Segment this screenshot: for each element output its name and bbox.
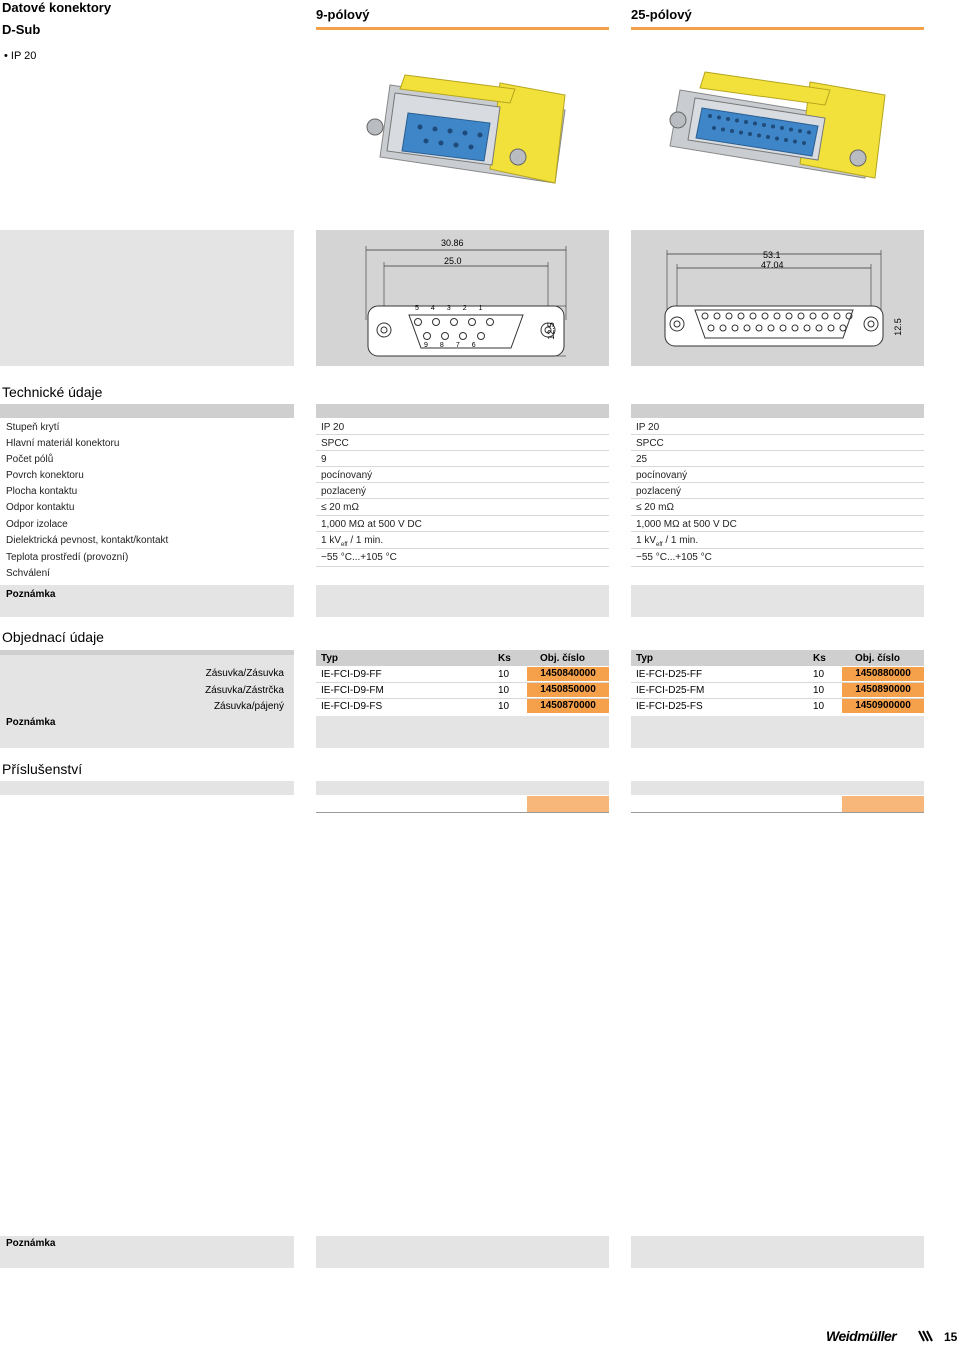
tech-value-9-kv: 1 $kV_{eff} / 1$ min. — [321, 535, 384, 548]
tech-value-9: −55 °C...+105 °C — [321, 552, 397, 563]
order-typ: IE-FCI-D25-FF — [636, 669, 703, 680]
tech-value-9: SPCC — [321, 438, 349, 449]
row-divider — [631, 466, 924, 467]
order-hd-obj: Obj. číslo — [540, 653, 586, 664]
tech-note-col1 — [316, 585, 609, 617]
order-number[interactable]: 1450880000 — [842, 667, 924, 681]
brand-logo: Weidmüller — [826, 1328, 897, 1344]
row-divider — [316, 548, 609, 549]
col1-rule — [316, 27, 609, 30]
order-label: Zásuvka/pájený — [213, 701, 284, 712]
accessories-bar-col2 — [631, 781, 924, 795]
row-divider — [316, 450, 609, 451]
row-divider — [631, 434, 924, 435]
dim-inner-25: 47.04 — [761, 260, 784, 270]
tech-value-25: pozlacený — [636, 486, 682, 497]
order-left-topbar — [0, 650, 294, 655]
tech-value-9: pozlacený — [321, 486, 367, 497]
tech-value-9: 9 — [321, 454, 327, 465]
tech-note-label: Poznámka — [6, 589, 56, 600]
bullet-item: • IP 20 — [4, 50, 37, 62]
row-divider — [631, 482, 924, 483]
row-divider — [316, 482, 609, 483]
tech-value-25: pocínovaný — [636, 470, 688, 481]
tech-value-25: ≤ 20 mΩ — [636, 502, 674, 513]
order-hd-obj: Obj. číslo — [855, 653, 901, 664]
drawing-9pin-panel — [316, 230, 609, 366]
order-section-title: Objednací údaje — [2, 629, 104, 645]
tech-label: Počet pólů — [6, 454, 54, 465]
order-table-25 — [631, 650, 924, 748]
footer-note-label: Poznámka — [6, 1238, 56, 1249]
brand-mark-icon — [918, 1329, 934, 1343]
row-divider — [631, 498, 924, 499]
col2-rule — [631, 27, 924, 30]
order-typ: IE-FCI-D25-FS — [636, 701, 703, 712]
bullet-text: IP 20 — [10, 50, 37, 62]
tech-label: Stupeň krytí — [6, 422, 60, 433]
product-photo-9pin — [350, 65, 590, 205]
footer-note-col2 — [631, 1236, 924, 1268]
tech-label: Dielektrická pevnost, kontakt/kontakt — [6, 535, 169, 546]
accessories-row-col2 — [631, 796, 842, 813]
order-note-label: Poznámka — [6, 717, 56, 728]
dim-height-9: 12.5 — [545, 322, 556, 340]
tech-value-25: IP 20 — [636, 422, 660, 433]
page-subtitle: D-Sub — [2, 22, 41, 37]
row-divider — [631, 450, 924, 451]
order-ks: 10 — [498, 685, 510, 696]
tech-label: Plocha kontaktu — [6, 486, 78, 497]
order-hd-typ: Typ — [321, 653, 339, 664]
order-ks: 10 — [813, 669, 825, 680]
tech-value-25: 25 — [636, 454, 648, 465]
drawing-left-panel — [0, 230, 294, 366]
tech-value-9: IP 20 — [321, 422, 345, 433]
order-hd-ks: Ks — [813, 653, 826, 664]
accessories-num-col2 — [842, 796, 924, 813]
tech-label: Povrch konektoru — [6, 470, 84, 481]
order-ks: 10 — [498, 701, 510, 712]
tech-note-left — [0, 585, 294, 617]
order-typ: IE-FCI-D25-FM — [636, 685, 705, 696]
col2-title: 25-pólový — [631, 7, 692, 22]
order-label: Zásuvka/Zástrčka — [205, 685, 284, 696]
order-ks: 10 — [813, 685, 825, 696]
row-divider — [631, 531, 924, 532]
row-divider — [631, 548, 924, 549]
order-table-9 — [316, 650, 609, 748]
tech-label: Odpor izolace — [6, 519, 68, 530]
tech-header-bar-col1 — [316, 404, 609, 418]
tech-table — [0, 420, 960, 590]
row-divider — [631, 566, 924, 567]
tech-label: Schválení — [6, 568, 50, 579]
tech-value-25-kv: 1 $kV_{eff} / 1$ min. — [636, 535, 699, 548]
tech-value-25: 1,000 MΩ at 500 V DC — [636, 519, 737, 530]
order-typ: IE-FCI-D9-FS — [321, 701, 383, 712]
tech-value-9: ≤ 20 mΩ — [321, 502, 359, 513]
tech-note-col2 — [631, 585, 924, 617]
tech-label: Odpor kontaktu — [6, 502, 75, 513]
tech-header-bar-col2 — [631, 404, 924, 418]
accessories-num-col1 — [527, 796, 609, 813]
order-ks: 10 — [498, 669, 510, 680]
dim-height-25: 12.5 — [892, 318, 903, 336]
tech-value-25: SPCC — [636, 438, 664, 449]
accessories-bar-left — [0, 781, 294, 795]
tech-value-9: pocínovaný — [321, 470, 373, 481]
order-ks: 10 — [813, 701, 825, 712]
order-hd-ks: Ks — [498, 653, 511, 664]
order-number[interactable]: 1450840000 — [527, 667, 609, 681]
accessories-bar-col1 — [316, 781, 609, 795]
order-label: Zásuvka/Zásuvka — [205, 668, 284, 679]
order-number[interactable]: 1450850000 — [527, 683, 609, 697]
tech-label: Teplota prostředí (provozní) — [6, 552, 129, 563]
row-divider — [316, 566, 609, 567]
drawing-25pin-panel — [631, 230, 924, 366]
row-divider — [316, 434, 609, 435]
order-number[interactable]: 1450900000 — [842, 699, 924, 713]
order-typ: IE-FCI-D9-FM — [321, 685, 384, 696]
row-divider — [316, 515, 609, 516]
tech-label: Hlavní materiál konektoru — [6, 438, 120, 449]
row-divider — [316, 531, 609, 532]
tech-value-9: 1,000 MΩ at 500 V DC — [321, 519, 422, 530]
row-divider — [631, 515, 924, 516]
row-divider — [316, 466, 609, 467]
dim-outer-25: 53.1 — [763, 250, 781, 260]
tech-section-title: Technické údaje — [2, 384, 103, 400]
order-note-25 — [631, 716, 924, 748]
footer-note-left — [0, 1236, 294, 1268]
order-hd-typ: Typ — [636, 653, 654, 664]
accessories-section-title: Příslušenství — [2, 761, 83, 777]
tech-value-25: −55 °C...+105 °C — [636, 552, 712, 563]
pin-labels-top: 5 4 3 2 1 — [415, 305, 483, 312]
product-photo-25pin — [660, 60, 900, 200]
dim-outer-9: 30.86 — [441, 238, 464, 248]
page-title: Datové konektory — [2, 0, 112, 15]
order-number[interactable]: 1450890000 — [842, 683, 924, 697]
tech-header-bar-left — [0, 404, 294, 418]
accessories-row-col1 — [316, 796, 527, 813]
order-left-panel — [0, 650, 294, 748]
order-note-9 — [316, 716, 609, 748]
col1-title: 9-pólový — [316, 7, 370, 22]
footer-note-col1 — [316, 1236, 609, 1268]
order-typ: IE-FCI-D9-FF — [321, 669, 382, 680]
order-number[interactable]: 1450870000 — [527, 699, 609, 713]
row-divider — [316, 498, 609, 499]
dim-inner-9: 25.0 — [444, 256, 462, 266]
page-number: 15 — [944, 1330, 958, 1344]
pin-labels-bottom: 9 8 7 6 — [424, 342, 476, 349]
